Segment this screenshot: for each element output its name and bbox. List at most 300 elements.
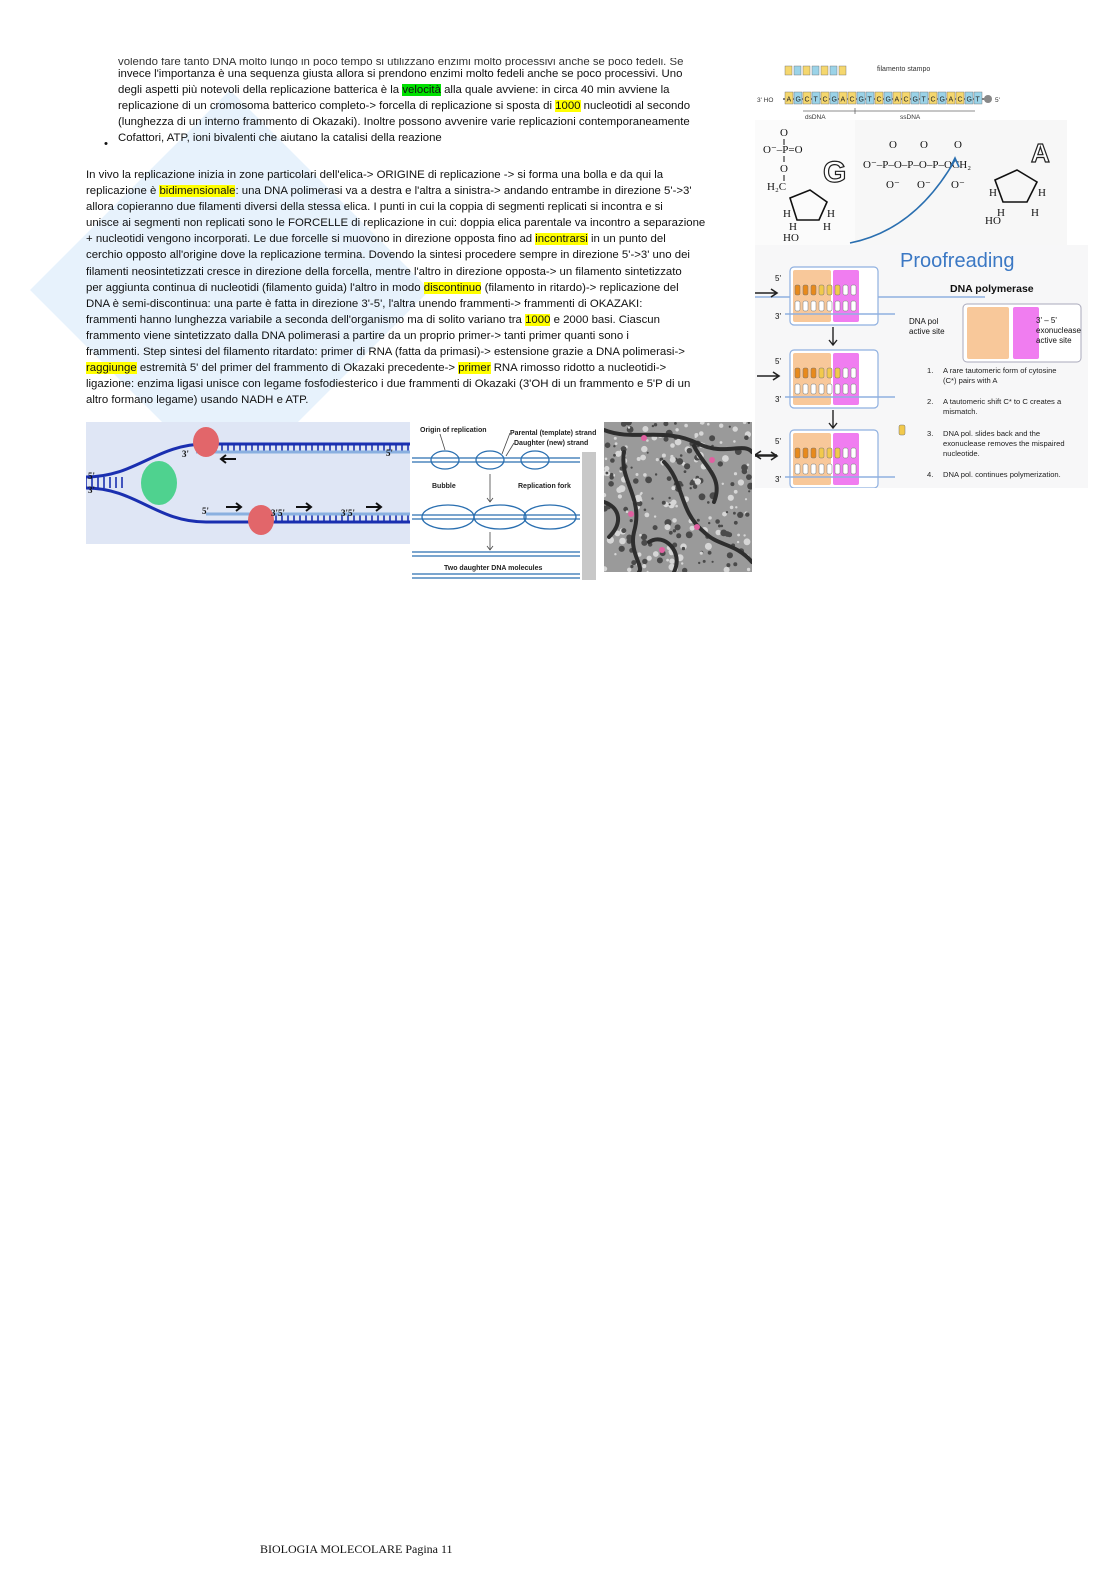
texture-dot [719, 424, 723, 428]
para-line: In vivo la replicazione inizia in zone particolari dell'elica-> ORIGINE di replicazione -> si forma una bolla e da qui la [86, 169, 664, 181]
base-stub [821, 66, 828, 75]
template-nucleotide [851, 301, 856, 311]
base-letter: A [948, 96, 954, 104]
para-line: cerchio opposto all'origine dove la replicazione termina. Dovendo la sintesi procedere sempre in direzione 5'->3' uno dei [86, 249, 690, 262]
texture-dot [738, 479, 744, 485]
electron-micrograph-figure [604, 422, 752, 572]
proofreading-step: DNA pol. continues polymerization. [943, 470, 1061, 479]
texture-dot [698, 562, 700, 564]
base-letter: T [813, 96, 818, 104]
texture-dot [733, 512, 736, 515]
bullet1-line1: invece l'importanza è una sequenza giusta allora si prendono enzimi molto fedeli anche se poco processivi. Uno [118, 68, 683, 80]
texture-dot [643, 473, 647, 477]
texture-dot [720, 441, 723, 444]
texture-dot [726, 511, 728, 513]
proofreading-svg [755, 245, 1088, 488]
template-nucleotide [795, 384, 800, 394]
para-line: ligazione: enzima ligasi unisce con legame fosfodiesterico i due frammenti di Okazaki (3'OH di un frammento e 5'P di un [86, 378, 691, 391]
template-strand-svg [755, 62, 1005, 120]
svg-text:O⁻–P=O: O⁻–P=O [763, 144, 803, 156]
texture-dot [645, 477, 652, 484]
proofreading-title: Proofreading [900, 250, 1015, 272]
para-line: allora copieranno due filamenti diversi della stessa elica. I punti in cui la coppia di segmenti replicati si incontra e si [86, 201, 663, 214]
base-letter: G [858, 96, 864, 104]
highlight-bidimensionale: bidimensionale [159, 185, 236, 198]
base-letter: G [912, 96, 918, 104]
texture-dot [670, 443, 675, 448]
texture-dot [675, 428, 678, 431]
texture-dot [613, 445, 615, 447]
texture-dot [697, 519, 700, 522]
texture-dot [662, 454, 666, 458]
texture-dot [621, 528, 626, 533]
pf-3prime: 3' [775, 312, 781, 321]
texture-dot [606, 472, 609, 475]
excised-nucleotide [899, 425, 905, 435]
page-footer: BIOLOGIA MOLECOLARE Pagina 11 [260, 1542, 453, 1556]
texture-dot [726, 563, 730, 567]
fork-label-a: 3' [182, 449, 190, 459]
texture-dot [707, 501, 710, 504]
texture-dot [662, 501, 666, 505]
texture-dot [747, 568, 750, 571]
texture-dot [718, 461, 723, 466]
nucleotide-block [819, 285, 824, 295]
texture-dot [657, 557, 663, 563]
texture-dot [729, 426, 731, 428]
template-nucleotide [827, 384, 832, 394]
base-letter: T [867, 96, 872, 104]
texture-dot [676, 533, 681, 538]
nucleotide-block [835, 368, 840, 378]
template-nucleotide [803, 464, 808, 474]
replication-fork-svg [86, 422, 410, 544]
texture-dot [664, 437, 669, 442]
texture-dot [681, 562, 683, 564]
base-letter: C [903, 96, 909, 104]
texture-dot [693, 485, 697, 489]
base-letter: A [786, 96, 792, 104]
svg-text:H: H [1031, 207, 1039, 219]
base-letter: C [930, 96, 936, 104]
texture-dot [626, 510, 629, 513]
bullet-section [118, 58, 736, 146]
base-stub [812, 66, 819, 75]
texture-dot [695, 436, 697, 438]
bullet1-line3: replicazione di un cromosoma batterico completo-> forcella di replicazione si sposta di 1000 nucleotidi al secondo [118, 100, 691, 113]
base-letter: C [822, 96, 828, 104]
texture-dot [653, 525, 658, 530]
texture-dot [631, 560, 636, 565]
texture-dot [653, 551, 659, 557]
texture-dot [680, 454, 683, 457]
highlight-incontrarsi: incontrarsi [535, 233, 588, 246]
nucleotide-block [835, 285, 840, 295]
texture-dot [630, 565, 633, 568]
base-letter: C [876, 96, 882, 104]
texture-dot [669, 559, 674, 564]
texture-dot [673, 529, 676, 532]
texture-dot [642, 564, 646, 568]
highlight-primer: primer [458, 362, 491, 375]
svg-text:O: O [889, 139, 897, 151]
highlight-raggiunge: raggiunge [86, 362, 137, 375]
template-nucleotide [843, 384, 848, 394]
texture-dot [703, 560, 706, 563]
nucleotide-block [795, 448, 800, 458]
texture-dot [708, 516, 711, 519]
texture-dot [669, 531, 673, 535]
svg-text:O⁻: O⁻ [951, 179, 965, 191]
texture-dot [671, 500, 677, 506]
texture-dot [675, 524, 681, 530]
nucleotide-block [819, 448, 824, 458]
base-letter: C [849, 96, 855, 104]
nucleotide-structure-figure [755, 120, 1067, 245]
bullet-dot: • [104, 138, 108, 150]
para-line: filamenti neosintetizzati cresce in direzione della forcella, mentre l'altro in direzione opposta-> un filamento sintetizzato [86, 265, 682, 278]
pf-5prime: 5' [775, 274, 781, 283]
svg-text:O: O [780, 163, 788, 175]
svg-text:O: O [954, 139, 962, 151]
texture-dot [748, 490, 750, 492]
texture-dot [734, 521, 738, 525]
texture-dot [733, 426, 738, 431]
step-number: 2. [927, 397, 934, 406]
para-line: unisce ai segmenti non replicati sono le FORCELLE di replicazione in cui: doppia elica parentale va incontro a separazione [86, 217, 706, 230]
texture-dot [615, 442, 618, 445]
highlight-discontinuo: discontinuo [423, 281, 482, 294]
replication-bubble-svg [410, 422, 596, 582]
template-nucleotide [819, 464, 824, 474]
texture-dot [610, 458, 615, 463]
fork-3prime: 3' [88, 485, 96, 495]
para-line: DNA è semi-discontinua: una parte è fatta in direzione 3'-5', l'altra unendo frammenti-> frammenti di OKAZAKI: [86, 297, 643, 310]
texture-dot [684, 470, 687, 473]
nucleotide-block [803, 285, 808, 295]
texture-dot [655, 473, 657, 475]
proofreading-subtitle: DNA polymerase [950, 283, 1034, 295]
texture-dot [686, 531, 693, 538]
nucleotide-block [811, 448, 816, 458]
nucleotide-block [827, 448, 832, 458]
label-replication-fork: Replication fork [518, 483, 571, 490]
texture-dot [737, 541, 739, 543]
nucleotide-block [851, 368, 856, 378]
nucleotide-block [843, 368, 848, 378]
svg-text:O: O [780, 127, 788, 139]
template-nucleotide [843, 464, 848, 474]
template-nucleotide [811, 301, 816, 311]
texture-dot [640, 455, 646, 461]
pf-5prime: 5' [775, 357, 781, 366]
base-letter: G [885, 96, 891, 104]
texture-dot [616, 487, 622, 493]
template-nucleotide [851, 384, 856, 394]
base-letter: C [804, 96, 810, 104]
texture-dot [614, 553, 616, 555]
texture-dot [627, 568, 631, 572]
svg-text:H: H [1038, 187, 1046, 199]
texture-dot [675, 505, 678, 508]
texture-dot [618, 494, 622, 498]
template-nucleotide [827, 301, 832, 311]
texture-dot [682, 547, 685, 550]
base-stub [803, 66, 810, 75]
fork-label-d: 3'5' [271, 508, 286, 518]
template-nucleotide [803, 384, 808, 394]
base-stub [785, 66, 792, 75]
texture-dot [614, 437, 617, 440]
texture-dot [628, 426, 630, 428]
texture-dot [633, 478, 639, 484]
main-paragraph [86, 167, 736, 408]
base-letter: A [894, 96, 900, 104]
bullet2-text: Cofattori, ATP, ioni bivalenti che aiutano la catalisi della reazione [118, 132, 442, 145]
fork-label-c: 5' [202, 506, 210, 516]
texture-dot [709, 435, 715, 441]
bullet1-line4: (lunghezza di un interno frammento di Okazaki). Inoltre possono avvenire varie replicazioni contemporaneamente [118, 116, 690, 129]
nucleotide-block [851, 448, 856, 458]
template-nucleotide [795, 301, 800, 311]
texture-dot [647, 556, 652, 561]
texture-dot [744, 435, 749, 440]
texture-dot [743, 534, 745, 536]
texture-dot [645, 513, 650, 518]
texture-dot [647, 452, 649, 454]
svg-text:H: H [823, 221, 831, 233]
texture-dot [708, 551, 712, 555]
nucleotide-block [835, 448, 840, 458]
texture-dot [742, 469, 748, 475]
base-letter: G [795, 96, 801, 104]
texture-dot [727, 552, 733, 558]
texture-dot [684, 424, 688, 428]
label-origin: Origin of replication [420, 427, 487, 434]
base-letter: T [975, 96, 980, 104]
label-5prime: 5' [995, 97, 1000, 104]
texture-dot [728, 495, 734, 501]
texture-dot [699, 431, 704, 436]
para-line: raggiunge estremità 5' del primer del frammento di Okazaki precedente-> primer RNA rimosso ridotto a nucleotidi-> [86, 362, 667, 375]
texture-dot [666, 431, 669, 434]
texture-dot [716, 530, 722, 536]
texture-dot [721, 525, 724, 528]
base-stub [794, 66, 801, 75]
label-bubble: Bubble [432, 483, 456, 490]
nucleotide-block [803, 448, 808, 458]
template-nucleotide [843, 301, 848, 311]
texture-dot [674, 422, 677, 425]
para-line: altro formano legame) usando NADH e ATP. [86, 394, 309, 407]
template-nucleotide [851, 464, 856, 474]
texture-dot [608, 481, 614, 487]
texture-dot [712, 561, 714, 563]
texture-dot [737, 512, 743, 518]
texture-dot [746, 474, 752, 480]
texture-dot [745, 512, 749, 516]
svg-text:H: H [989, 187, 997, 199]
texture-dot [684, 463, 690, 469]
texture-dot [744, 538, 751, 545]
fork-5prime: 5' [88, 471, 96, 481]
template-nucleotide [795, 464, 800, 474]
texture-dot [707, 423, 710, 426]
micrograph-svg [604, 422, 752, 572]
texture-dot [730, 506, 734, 510]
texture-dot [715, 519, 720, 524]
template-nucleotide [835, 384, 840, 394]
label-filamento-stampo: filamento stampo [877, 66, 931, 73]
texture-dot [672, 518, 677, 523]
texture-dot [667, 476, 672, 481]
texture-dot [705, 543, 712, 550]
nucleotide-block [843, 448, 848, 458]
nucleotide-block [811, 285, 816, 295]
texture-dot [737, 534, 740, 537]
bullet-top-partial: volendo fare tanto DNA molto lungo in poco tempo si utilizzano enzimi molto processivi anche se poco fedeli. Se [118, 58, 684, 66]
nucleotide-block [843, 285, 848, 295]
nucleotide-block [811, 368, 816, 378]
replication-fork-figure [86, 422, 410, 544]
nucleotide-block [819, 368, 824, 378]
texture-dot [652, 425, 654, 427]
texture-dot [654, 423, 657, 426]
texture-dot [699, 493, 706, 500]
texture-dot [665, 524, 671, 530]
base-g-letter: G [823, 156, 847, 189]
base-letter: G [966, 96, 972, 104]
bullet1-line2: degli aspetti più notevoli della replicazione batterica è la velocità alla quale avviene: in circa 40 min avviene la [118, 84, 670, 97]
texture-dot [651, 497, 653, 499]
label-daughter: Daughter (new) strand [514, 440, 589, 447]
svg-text:H: H [783, 208, 791, 220]
texture-dot [733, 562, 737, 566]
svg-text:O⁻: O⁻ [917, 179, 931, 191]
svg-text:O⁻: O⁻ [886, 179, 900, 191]
texture-dot [641, 534, 647, 540]
svg-text:H: H [827, 208, 835, 220]
texture-dot [666, 559, 669, 562]
texture-dot [637, 457, 641, 461]
texture-dot [708, 522, 710, 524]
para-line: frammento viene sintetizzato dalla DNA polimerasi a partire da un proprio primer-> tanti primer quanti sono i [86, 329, 629, 342]
svg-text:O: O [920, 139, 928, 151]
base-stub [830, 66, 837, 75]
svg-text:H: H [789, 221, 797, 233]
replication-bubble-figure [410, 422, 596, 582]
para-line: per aggiunta continua di nucleotidi (filamento guida) l'altro in modo discontinuo (filamento in ritardo)-> replicazione del [86, 281, 679, 294]
step-number: 4. [927, 470, 934, 479]
texture-dot [677, 458, 684, 465]
nucleotide-block [795, 285, 800, 295]
proofreading-step: DNA pol. slides back and the exonuclease removes the mispaired nucleotide. [943, 429, 1065, 458]
template-nucleotide [835, 464, 840, 474]
texture-dot [636, 473, 639, 476]
texture-dot [644, 509, 647, 512]
step-number: 3. [927, 429, 934, 438]
highlight-velocita: velocità [402, 84, 441, 97]
texture-dot [747, 464, 750, 467]
texture-dot [730, 482, 734, 486]
template-nucleotide [811, 384, 816, 394]
para-line: frammenti hanno lunghezza variabile a seconda dell'organismo ma di solito variano tra 1000 e 2000 basi. Ciascun [86, 313, 660, 326]
nucleotide-block [827, 285, 832, 295]
texture-dot [605, 458, 608, 461]
texture-dot [670, 455, 673, 458]
svg-text:H₂C: H₂C [767, 181, 787, 193]
texture-dot [722, 483, 724, 485]
texture-dot [641, 446, 647, 452]
step-number: 1. [927, 366, 934, 375]
label-ssdna: ssDNA [900, 114, 921, 120]
texture-dot [642, 426, 648, 432]
texture-dot [671, 486, 675, 490]
texture-dot [733, 440, 736, 443]
para-line: + nucleotidi vengono incorporati. Le due forcelle si muovono in direzione opposta fino ad incontrarsi in un punto del [86, 233, 666, 246]
label-3ho: 3' HO [757, 97, 774, 104]
pf-3prime: 3' [775, 395, 781, 404]
base-letter: T [921, 96, 926, 104]
label-parental: Parental (template) strand [510, 430, 596, 437]
texture-dot [619, 538, 626, 545]
nucleotide-ho-left: HO [783, 232, 799, 244]
texture-dot [656, 458, 659, 461]
base-letter: G [831, 96, 837, 104]
para-line: frammenti. Step sintesi del filamento ritardato: primer di RNA (fatta da primasi)-> estensione grazie a DNA polimerasi-> [86, 346, 685, 359]
proofreading-figure [755, 245, 1088, 488]
nucleotide-svg [755, 120, 1067, 245]
highlight-1000-b: 1000 [525, 313, 551, 326]
pf-3prime: 3' [775, 475, 781, 484]
template-nucleotide [819, 301, 824, 311]
pf-5prime: 5' [775, 437, 781, 446]
texture-dot [690, 487, 692, 489]
texture-dot [613, 454, 616, 457]
texture-dot [735, 506, 737, 508]
base-letter: A [840, 96, 846, 104]
texture-dot [668, 497, 670, 499]
highlight-1000: 1000 [555, 100, 581, 113]
texture-dot [639, 534, 642, 537]
texture-dot [687, 448, 693, 454]
fork-label-e: 3'5' [341, 508, 356, 518]
texture-dot [642, 559, 647, 564]
texture-dot [720, 530, 727, 537]
texture-dot [605, 442, 611, 448]
nucleotide-block [795, 368, 800, 378]
nucleotide-block [803, 368, 808, 378]
texture-dot [627, 426, 634, 433]
texture-dot [654, 515, 656, 517]
svg-text:H: H [997, 207, 1005, 219]
texture-dot [641, 540, 647, 546]
texture-dot [619, 546, 625, 552]
label-dna-pol-site: DNA pol active site [909, 317, 945, 336]
para-line: replicazione è bidimensionale: una DNA polimerasi va a destra e l'altra a sinistra-> andando entrambe in direzione 5'->3' [86, 185, 692, 198]
texture-dot [722, 455, 729, 462]
base-letter: G [939, 96, 945, 104]
fork-label-b: 5' [386, 448, 394, 458]
base-a-letter: A [1031, 138, 1050, 168]
template-nucleotide [835, 301, 840, 311]
label-dsdna: dsDNA [805, 114, 826, 120]
phosphate-chain: O⁻–P–O–P–O–P–OCH₂ [863, 159, 972, 171]
template-nucleotide [819, 384, 824, 394]
label-exonuclease-site: 3' – 5' exonuclease active site [1036, 316, 1081, 345]
nucleotide-ho-right: HO [985, 215, 1001, 227]
base-letter: C [957, 96, 963, 104]
